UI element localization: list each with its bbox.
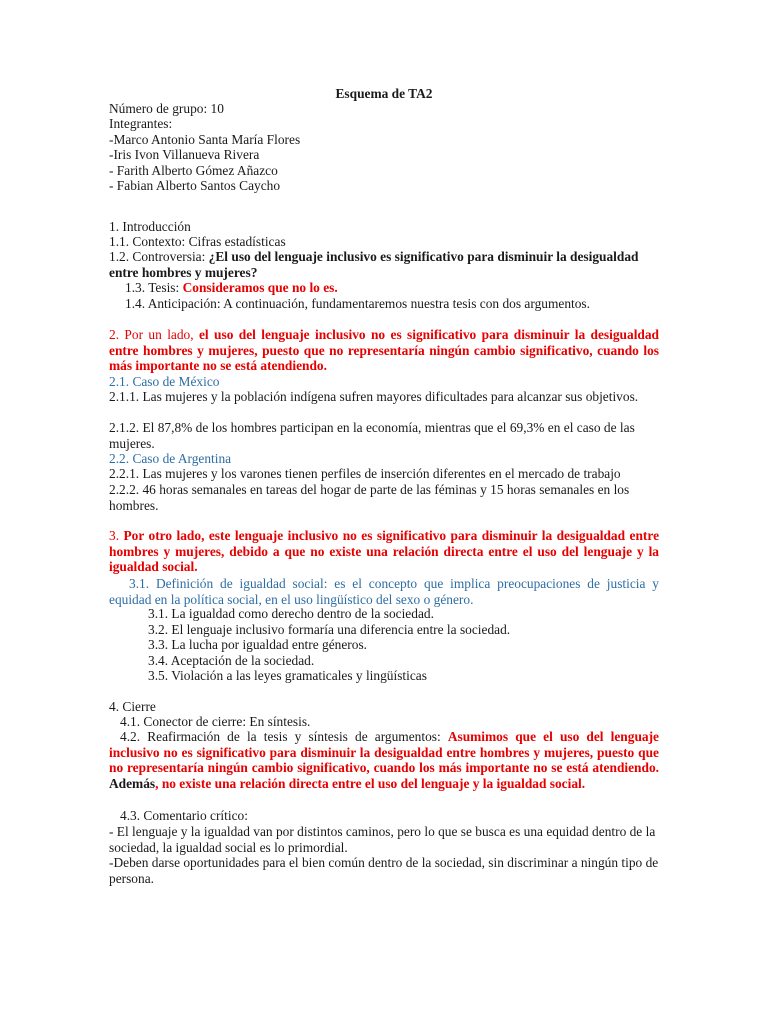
controversy-question: ¿El uso del lenguaje inclusivo es significativo para disminuir la desigualdad entre hombres y mujeres? xyxy=(109,249,639,280)
member-4: - Fabian Alberto Santos Caycho xyxy=(109,178,281,193)
member-3: - Farith Alberto Gómez Añazco xyxy=(109,163,278,178)
list-item: 3.5. Violación a las leyes gramaticales y lingüísticas xyxy=(148,668,427,683)
member-1: -Marco Antonio Santa María Flores xyxy=(109,132,301,147)
closing-reaffirmation: 4.2. Reafirmación de la tesis y síntesis de argumentos: Asumimos que el uso del lenguaje inclusivo no es significativo para disminuir la desigualdad entre hombres y mujeres, puesto que no representaría ningún cambio significativo, cuando los más importante no se está atendiendo. Además, no existe una relación directa entre el uso del lenguaje y la igualdad social. xyxy=(109,729,659,791)
intro-controversy: 1.2. Controversia: ¿El uso del lenguaje inclusivo es significativo para disminuir la desigualdad entre hombres y mujeres? xyxy=(109,249,639,280)
critical-comment-1: - El lenguaje y la igualdad van por distintos caminos, pero lo que se busca es una equidad dentro de la sociedad, la igualdad social es lo primordial. xyxy=(109,824,656,855)
list-item: 3.2. El lenguaje inclusivo formaría una diferencia entre la sociedad. xyxy=(148,622,511,637)
critical-comment-label: 4.3. Comentario crítico: xyxy=(120,808,248,823)
members-label: Integrantes: xyxy=(109,116,173,131)
list-item: 3.4. Aceptación de la sociedad. xyxy=(148,653,315,668)
critical-comment-2: -Deben darse oportunidades para el bien común dentro de la sociedad, sin discriminar a ningún tipo de persona. xyxy=(109,855,659,886)
case-mexico-heading: 2.1. Caso de México xyxy=(109,374,220,389)
argument-2: 3. Por otro lado, este lenguaje inclusivo no es significativo para disminuir la desigualdad entre hombres y mujeres, debido a que no existe una relación directa entre el uso del lenguaje y la igualdad social. xyxy=(109,528,660,574)
point-2-1-2: 2.1.2. El 87,8% de los hombres participan en la economía, mientras que el 69,3% en el caso de las mujeres. xyxy=(109,420,635,451)
point-2-2-2: 2.2.2. 46 horas semanales en tareas del hogar de parte de las féminas y 15 horas semanales en los hombres. xyxy=(109,482,630,513)
group-number: Número de grupo: 10 xyxy=(109,101,224,116)
connector-word: Además xyxy=(109,775,156,791)
document-title: Esquema de TA2 xyxy=(335,86,433,101)
case-argentina-heading: 2.2. Caso de Argentina xyxy=(109,451,232,466)
list-item: 3.1. La igualdad como derecho dentro de la sociedad. xyxy=(148,606,434,621)
intro-thesis: 1.3. Tesis: Consideramos que no lo es. xyxy=(125,280,338,295)
intro-heading: 1. Introducción xyxy=(109,219,191,234)
thesis-statement: Consideramos que no lo es. xyxy=(182,280,338,295)
member-2: -Iris Ivon Villanueva Rivera xyxy=(109,147,260,162)
argument-1: 2. Por un lado, el uso del lenguaje inclusivo no es significativo para disminuir la desigualdad entre hombres y mujeres, puesto que no representaría ningún cambio significativo, cuando los más importante no se está atendiendo. xyxy=(109,327,660,373)
closing-heading: 4. Cierre xyxy=(109,699,156,714)
intro-context: 1.1. Contexto: Cifras estadísticas xyxy=(109,234,286,249)
point-2-1-1: 2.1.1. Las mujeres y la población indígena sufren mayores dificultades para alcanzar sus objetivos. xyxy=(109,389,639,404)
argument-2-text: Por otro lado, este lenguaje inclusivo no es significativo para disminuir la desigualdad entre hombres y mujeres, debido a que no existe una relación directa entre el uso del lenguaje y la igualdad social. xyxy=(109,528,660,574)
point-2-2-1: 2.2.1. Las mujeres y los varones tienen perfiles de inserción diferentes en el mercado de trabajo xyxy=(109,466,621,481)
list-item: 3.3. La lucha por igualdad entre géneros. xyxy=(148,637,368,652)
closing-connector: 4.1. Conector de cierre: En síntesis. xyxy=(120,714,311,729)
argument-1-text: el uso del lenguaje inclusivo no es significativo para disminuir la desigualdad entre hombres y mujeres, puesto que no representaría ningún cambio significativo, cuando los más importante no se está atendiendo. xyxy=(109,327,660,373)
social-equality-definition: 3.1. Definición de igualdad social: es el concepto que implica preocupaciones de justicia y equidad en la política social, en el uso lingüístico del sexo o género. xyxy=(109,576,659,607)
intro-anticipation: 1.4. Anticipación: A continuación, fundamentaremos nuestra tesis con dos argumentos. xyxy=(125,296,590,311)
